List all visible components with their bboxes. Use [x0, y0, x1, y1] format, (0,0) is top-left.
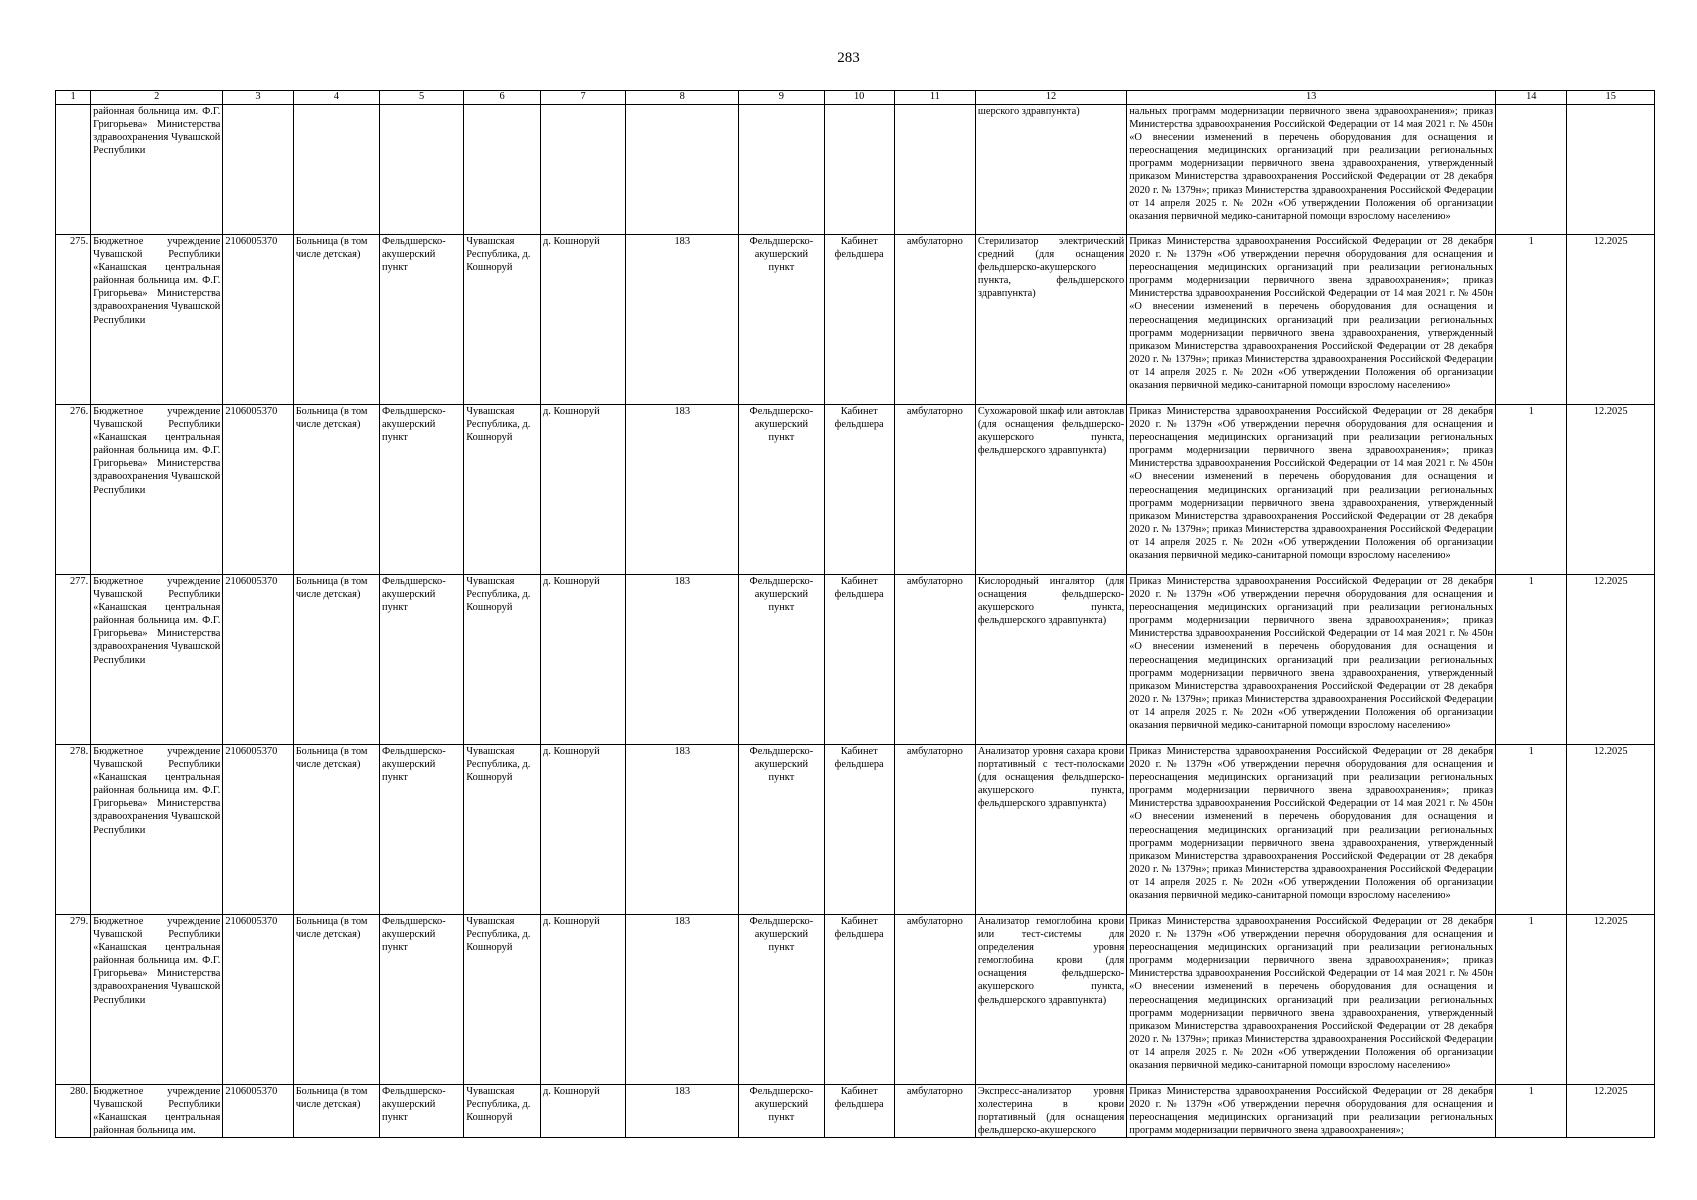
- inn: [223, 105, 293, 235]
- column-header: 7: [540, 91, 625, 105]
- quantity: 1: [1496, 405, 1567, 575]
- population: [626, 105, 739, 235]
- address: Чувашская Республика, д. Кошноруй: [464, 915, 541, 1085]
- equipment-name: Стерилизатор электрический средний (для оснащения фельдшерско-акушерского пункта, фельдшерского здравпункта): [975, 235, 1126, 405]
- equipment-name: Анализатор гемоглобина крови или тест-системы для определения уровня гемоглобина крови (для оснащения фельдшерско-акушерского пункта, фельдшерского здравпункта): [975, 915, 1126, 1085]
- row-number: [56, 105, 91, 235]
- column-header: 2: [91, 91, 223, 105]
- column-header: 5: [380, 91, 464, 105]
- row-number: 278.: [56, 745, 91, 915]
- organization-name: Бюджетное учреждение Чувашской Республики «Канашская центральная районная больница им. Ф.Г. Григорьева» Министерства здравоохранения Чувашской Республики: [91, 235, 223, 405]
- department: Фельдшерско-акушерский пункт: [739, 575, 824, 745]
- population: 183: [626, 1085, 739, 1138]
- equipment-name: шерского здравпункта): [975, 105, 1126, 235]
- room: Кабинет фельдшера: [824, 235, 894, 405]
- legal-basis: Приказ Министерства здравоохранения Российской Федерации от 28 декабря 2020 г. № 1379н «Об утверждении перечня оборудования для оснащения и переоснащения медицинских организаций при реализации региональных программ модернизации первичного звена здравоохранения»; приказ Министерства здравоохранения Российской Федерации от 14 мая 2021 г. № 450н «О внесении изменений в перечень оборудования для оснащения и переоснащения медицинских организаций при реализации региональных программ модернизации первичного звена здравоохранения, утвержденный приказом Министерства здравоохранения Российской Федерации от 28 декабря 2020 г. № 1379н»; приказ Министерства здравоохранения Российской Федерации от 14 апреля 2025 г. № 202н «Об утверждении Положения об организации оказания первичной медико-санитарной помощи взрослому населению»: [1127, 575, 1496, 745]
- row-number: 280.: [56, 1085, 91, 1138]
- facility-type: Больница (в том числе детская): [293, 235, 379, 405]
- column-header: 1: [56, 91, 91, 105]
- column-header: 12: [975, 91, 1126, 105]
- population: 183: [626, 915, 739, 1085]
- table-row: [56, 915, 1655, 1085]
- organization-name: районная больница им. Ф.Г. Григорьева» Министерства здравоохранения Чувашской Республики: [91, 105, 223, 235]
- date: 12.2025: [1567, 745, 1655, 915]
- population: 183: [626, 235, 739, 405]
- facility-type: Больница (в том числе детская): [293, 915, 379, 1085]
- legal-basis: Приказ Министерства здравоохранения Российской Федерации от 28 декабря 2020 г. № 1379н «Об утверждении перечня оборудования для оснащения и переоснащения медицинских организаций при реализации региональных программ модернизации первичного звена здравоохранения»; приказ Министерства здравоохранения Российской Федерации от 14 мая 2021 г. № 450н «О внесении изменений в перечень оборудования для оснащения и переоснащения медицинских организаций при реализации региональных программ модернизации первичного звена здравоохранения, утвержденный приказом Министерства здравоохранения Российской Федерации от 28 декабря 2020 г. № 1379н»; приказ Министерства здравоохранения Российской Федерации от 14 апреля 2025 г. № 202н «Об утверждении Положения об организации оказания первичной медико-санитарной помощи взрослому населению»: [1127, 915, 1496, 1085]
- unit-type: Фельдшерско-акушерский пункт: [380, 915, 464, 1085]
- legal-basis: Приказ Министерства здравоохранения Российской Федерации от 28 декабря 2020 г. № 1379н «Об утверждении перечня оборудования для оснащения и переоснащения медицинских организаций при реализации региональных программ модернизации первичного звена здравоохранения»; приказ Министерства здравоохранения Российской Федерации от 14 мая 2021 г. № 450н «О внесении изменений в перечень оборудования для оснащения и переоснащения медицинских организаций при реализации региональных программ модернизации первичного звена здравоохранения, утвержденный приказом Министерства здравоохранения Российской Федерации от 28 декабря 2020 г. № 1379н»; приказ Министерства здравоохранения Российской Федерации от 14 апреля 2025 г. № 202н «Об утверждении Положения об организации оказания первичной медико-санитарной помощи взрослому населению»: [1127, 405, 1496, 575]
- facility-type: Больница (в том числе детская): [293, 575, 379, 745]
- room: Кабинет фельдшера: [824, 575, 894, 745]
- quantity: 1: [1496, 915, 1567, 1085]
- address: Чувашская Республика, д. Кошноруй: [464, 235, 541, 405]
- quantity: 1: [1496, 575, 1567, 745]
- unit-type: Фельдшерско-акушерский пункт: [380, 1085, 464, 1138]
- equipment-registry-table: [55, 90, 1655, 1138]
- room: [824, 105, 894, 235]
- locality: д. Кошноруй: [540, 405, 625, 575]
- legal-basis: Приказ Министерства здравоохранения Российской Федерации от 28 декабря 2020 г. № 1379н «Об утверждении перечня оборудования для оснащения и переоснащения медицинских организаций при реализации региональных программ модернизации первичного звена здравоохранения»; приказ Министерства здравоохранения Российской Федерации от 14 мая 2021 г. № 450н «О внесении изменений в перечень оборудования для оснащения и переоснащения медицинских организаций при реализации региональных программ модернизации первичного звена здравоохранения, утвержденный приказом Министерства здравоохранения Российской Федерации от 28 декабря 2020 г. № 1379н»; приказ Министерства здравоохранения Российской Федерации от 14 апреля 2025 г. № 202н «Об утверждении Положения об организации оказания первичной медико-санитарной помощи взрослому населению»: [1127, 745, 1496, 915]
- department: Фельдшерско-акушерский пункт: [739, 235, 824, 405]
- date: 12.2025: [1567, 235, 1655, 405]
- address: Чувашская Республика, д. Кошноруй: [464, 1085, 541, 1138]
- unit-type: Фельдшерско-акушерский пункт: [380, 575, 464, 745]
- care-form: амбулаторно: [894, 405, 975, 575]
- inn: 2106005370: [223, 235, 293, 405]
- facility-type: Больница (в том числе детская): [293, 745, 379, 915]
- legal-basis: нальных программ модернизации первичного звена здравоохранения»; приказ Министерства здравоохранения Российской Федерации от 14 мая 2021 г. № 450н «О внесении изменений в перечень оборудования для оснащения и переоснащения медицинских организаций при реализации региональных программ модернизации первичного звена здравоохранения, утвержденный приказом Министерства здравоохранения Российской Федерации от 28 декабря 2020 г. № 1379н»; приказ Министерства здравоохранения Российской Федерации от 14 апреля 2025 г. № 202н «Об утверждении Положения об организации оказания первичной медико-санитарной помощи взрослому населению»: [1127, 105, 1496, 235]
- locality: д. Кошноруй: [540, 575, 625, 745]
- organization-name: Бюджетное учреждение Чувашской Республики «Канашская центральная районная больница им. Ф.Г. Григорьева» Министерства здравоохранения Чувашской Республики: [91, 745, 223, 915]
- date: 12.2025: [1567, 575, 1655, 745]
- legal-basis: Приказ Министерства здравоохранения Российской Федерации от 28 декабря 2020 г. № 1379н «Об утверждении перечня оборудования для оснащения и переоснащения медицинских организаций при реализации региональных программ модернизации первичного звена здравоохранения»;: [1127, 1085, 1496, 1138]
- unit-type: Фельдшерско-акушерский пункт: [380, 235, 464, 405]
- inn: 2106005370: [223, 915, 293, 1085]
- column-header: 10: [824, 91, 894, 105]
- address: Чувашская Республика, д. Кошноруй: [464, 575, 541, 745]
- equipment-name: Кислородный ингалятор (для оснащения фельдшерско-акушерского пункта, фельдшерского здравпункта): [975, 575, 1126, 745]
- table-row: [56, 235, 1655, 405]
- date: 12.2025: [1567, 915, 1655, 1085]
- column-header: 13: [1127, 91, 1496, 105]
- row-number: 275.: [56, 235, 91, 405]
- room: Кабинет фельдшера: [824, 1085, 894, 1138]
- room: Кабинет фельдшера: [824, 745, 894, 915]
- quantity: 1: [1496, 235, 1567, 405]
- inn: 2106005370: [223, 1085, 293, 1138]
- unit-type: Фельдшерско-акушерский пункт: [380, 745, 464, 915]
- quantity: 1: [1496, 745, 1567, 915]
- equipment-name: Экспресс-анализатор уровня холестерина в крови портативный (для оснащения фельдшерско-акушерского: [975, 1085, 1126, 1138]
- locality: д. Кошноруй: [540, 235, 625, 405]
- care-form: амбулаторно: [894, 745, 975, 915]
- column-header: 4: [293, 91, 379, 105]
- page-number: 283: [837, 50, 860, 66]
- department: Фельдшерско-акушерский пункт: [739, 745, 824, 915]
- column-header: 14: [1496, 91, 1567, 105]
- equipment-name: Анализатор уровня сахара крови портативный с тест-полосками (для оснащения фельдшерско-акушерского пункта, фельдшерского здравпункта): [975, 745, 1126, 915]
- population: 183: [626, 405, 739, 575]
- column-header: 6: [464, 91, 541, 105]
- date: 12.2025: [1567, 1085, 1655, 1138]
- locality: д. Кошноруй: [540, 1085, 625, 1138]
- table-row: [56, 1085, 1655, 1138]
- column-number-row: [56, 91, 1655, 105]
- row-number: 276.: [56, 405, 91, 575]
- organization-name: Бюджетное учреждение Чувашской Республики «Канашская центральная районная больница им. Ф.Г. Григорьева» Министерства здравоохранения Чувашской Республики: [91, 575, 223, 745]
- column-header: 11: [894, 91, 975, 105]
- quantity: [1496, 105, 1567, 235]
- row-number: 279.: [56, 915, 91, 1085]
- column-header: 8: [626, 91, 739, 105]
- population: 183: [626, 575, 739, 745]
- department: Фельдшерско-акушерский пункт: [739, 405, 824, 575]
- table-row: [56, 745, 1655, 915]
- facility-type: [293, 105, 379, 235]
- room: Кабинет фельдшера: [824, 405, 894, 575]
- department: Фельдшерско-акушерский пункт: [739, 915, 824, 1085]
- inn: 2106005370: [223, 745, 293, 915]
- organization-name: Бюджетное учреждение Чувашской Республики «Канашская центральная районная больница им. Ф.Г. Григорьева» Министерства здравоохранения Чувашской Республики: [91, 915, 223, 1085]
- care-form: амбулаторно: [894, 1085, 975, 1138]
- inn: 2106005370: [223, 575, 293, 745]
- address: [464, 105, 541, 235]
- organization-name: Бюджетное учреждение Чувашской Республики «Канашская центральная районная больница им. Ф.Г. Григорьева» Министерства здравоохранения Чувашской Республики: [91, 405, 223, 575]
- column-header: 9: [739, 91, 824, 105]
- address: Чувашская Республика, д. Кошноруй: [464, 405, 541, 575]
- inn: 2106005370: [223, 405, 293, 575]
- care-form: амбулаторно: [894, 235, 975, 405]
- care-form: [894, 105, 975, 235]
- care-form: амбулаторно: [894, 915, 975, 1085]
- date: 12.2025: [1567, 405, 1655, 575]
- care-form: амбулаторно: [894, 575, 975, 745]
- facility-type: Больница (в том числе детская): [293, 405, 379, 575]
- address: Чувашская Республика, д. Кошноруй: [464, 745, 541, 915]
- equipment-name: Сухожаровой шкаф или автоклав (для оснащения фельдшерско-акушерского пункта, фельдшерского здравпункта): [975, 405, 1126, 575]
- facility-type: Больница (в том числе детская): [293, 1085, 379, 1138]
- table-row: [56, 405, 1655, 575]
- locality: д. Кошноруй: [540, 915, 625, 1085]
- room: Кабинет фельдшера: [824, 915, 894, 1085]
- legal-basis: Приказ Министерства здравоохранения Российской Федерации от 28 декабря 2020 г. № 1379н «Об утверждении перечня оборудования для оснащения и переоснащения медицинских организаций при реализации региональных программ модернизации первичного звена здравоохранения»; приказ Министерства здравоохранения Российской Федерации от 14 мая 2021 г. № 450н «О внесении изменений в перечень оборудования для оснащения и переоснащения медицинских организаций при реализации региональных программ модернизации первичного звена здравоохранения, утвержденный приказом Министерства здравоохранения Российской Федерации от 28 декабря 2020 г. № 1379н»; приказ Министерства здравоохранения Российской Федерации от 14 апреля 2025 г. № 202н «Об утверждении Положения об организации оказания первичной медико-санитарной помощи взрослому населению»: [1127, 235, 1496, 405]
- organization-name: Бюджетное учреждение Чувашской Республики «Канашская центральная районная больница им.: [91, 1085, 223, 1138]
- department: Фельдшерско-акушерский пункт: [739, 1085, 824, 1138]
- table-row: [56, 105, 1655, 235]
- quantity: 1: [1496, 1085, 1567, 1138]
- date: [1567, 105, 1655, 235]
- row-number: 277.: [56, 575, 91, 745]
- population: 183: [626, 745, 739, 915]
- department: [739, 105, 824, 235]
- table-row: [56, 575, 1655, 745]
- unit-type: [380, 105, 464, 235]
- locality: д. Кошноруй: [540, 745, 625, 915]
- unit-type: Фельдшерско-акушерский пункт: [380, 405, 464, 575]
- column-header: 15: [1567, 91, 1655, 105]
- locality: [540, 105, 625, 235]
- column-header: 3: [223, 91, 293, 105]
